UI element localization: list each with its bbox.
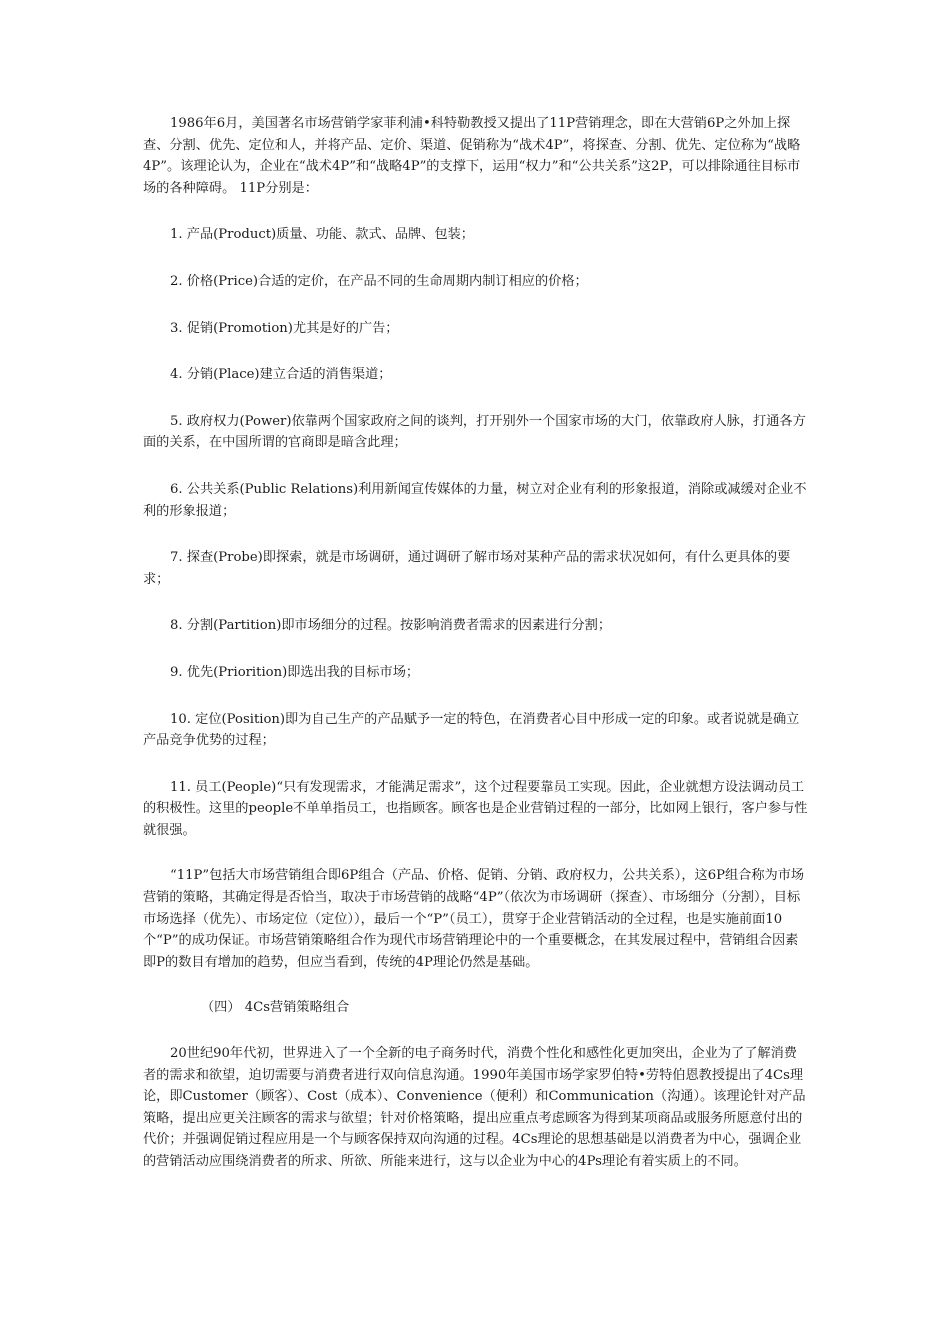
- summary-paragraph: “11P”包括大市场营销组合即6P组合（产品、价格、促销、分销、政府权力，公共关系），这6P组合称为市场营销的策略，其确定得是否恰当，取决于市场营销的战略“4P”（依次为市场调研（探查）、市场细分（分割），目标市场选择（优先）、市场定位（定位）），最后一个“P”（员工），贯穿于企业营销活动的全过程，也是实施前面10个“P”的成功保证。市场营销策略组合作为现代市场营销理论中的一个重要概念，在其发展过程中，营销组合因素即P的数目有增加的趋势，但应当看到，传统的4P理论仍然是基础。: [143, 868, 805, 970]
- list-item-7: 7. 探查(Probe)即探索，就是市场调研，通过调研了解市场对某种产品的需求状况如何，有什么更具体的要求；: [143, 550, 791, 587]
- list-item-11: 11. 员工(People)“只有发现需求，才能满足需求”，这个过程要靠员工实现。因此，企业就想方设法调动员工的积极性。这里的people不单单指员工，也指顾客。顾客也是企业营销过程的一部分，比如网上银行，客户参与性就很强。: [143, 779, 808, 838]
- list-item-10: 10. 定位(Position)即为自己生产的产品赋予一定的特色，在消费者心目中形成一定的印象。或者说就是确立产品竞争优势的过程；: [143, 711, 800, 749]
- list-item-1: 1. 产品(Product)质量、功能、款式、品牌、包装；: [170, 227, 474, 243]
- document-page: [143, 113, 808, 1173]
- intro-paragraph: 1986年6月，美国著名市场营销学家菲利浦•科特勒教授又提出了11P营销理念，即在大营销6P之外加上探查、分割、优先、定位和人，并将产品、定价、渠道、促销称为“战术4P”，将探查、分割、优先、定位称为“战略4P”。该理论认为，企业在“战术4P”和“战略4P”的支撑下，运用“权力”和“公共关系”这2P，可以排除通往目标市场的各种障碍。 11P分别是：: [143, 116, 801, 196]
- list-item-3: 3. 促销(Promotion)尤其是好的广告；: [170, 320, 399, 336]
- list-item-5: 5. 政府权力(Power)依靠两个国家政府之间的谈判，打开别外一个国家市场的大门，依靠政府人脉，打通各方面的关系，在中国所谓的官商即是暗含此理；: [143, 413, 806, 451]
- section-heading: （四） 4Cs营销策略组合: [201, 1000, 350, 1016]
- list-item-2: 2. 价格(Price)合适的定价，在产品不同的生命周期内制订相应的价格；: [170, 273, 588, 289]
- list-item-9: 9. 优先(Priorition)即选出我的目标市场；: [170, 664, 420, 680]
- list-item-4: 4. 分销(Place)建立合适的消售渠道；: [170, 367, 392, 383]
- list-item-6: 6. 公共关系(Public Relations)利用新闻宣传媒体的力量，树立对企业有利的形象报道，消除或减缓对企业不利的形象报道；: [143, 481, 807, 519]
- list-item-8: 8. 分割(Partition)即市场细分的过程。按影响消费者需求的因素进行分割；: [170, 618, 612, 634]
- section-body-paragraph: 20世纪90年代初，世界进入了一个全新的电子商务时代，消费个性化和感性化更加突出，企业为了了解消费者的需求和欲望，迫切需要与消费者进行双向信息沟通。1990年美国市场学家罗伯特•劳特伯恩教授提出了4Cs理论，即Customer（顾客）、Cost（成本）、Convenience（便利）和Communication（沟通）。该理论针对产品策略，提出应更关注顾客的需求与欲望；针对价格策略，提出应重点考虑顾客为得到某项商品或服务所愿意付出的代价；并强调促销过程应用是一个与顾客保持双向沟通的过程。4Cs理论的思想基础是以消费者为中心，强调企业的营销活动应围绕消费者的所求、所欲、所能来进行，这与以企业为中心的4Ps理论有着实质上的不同。: [143, 1046, 806, 1169]
